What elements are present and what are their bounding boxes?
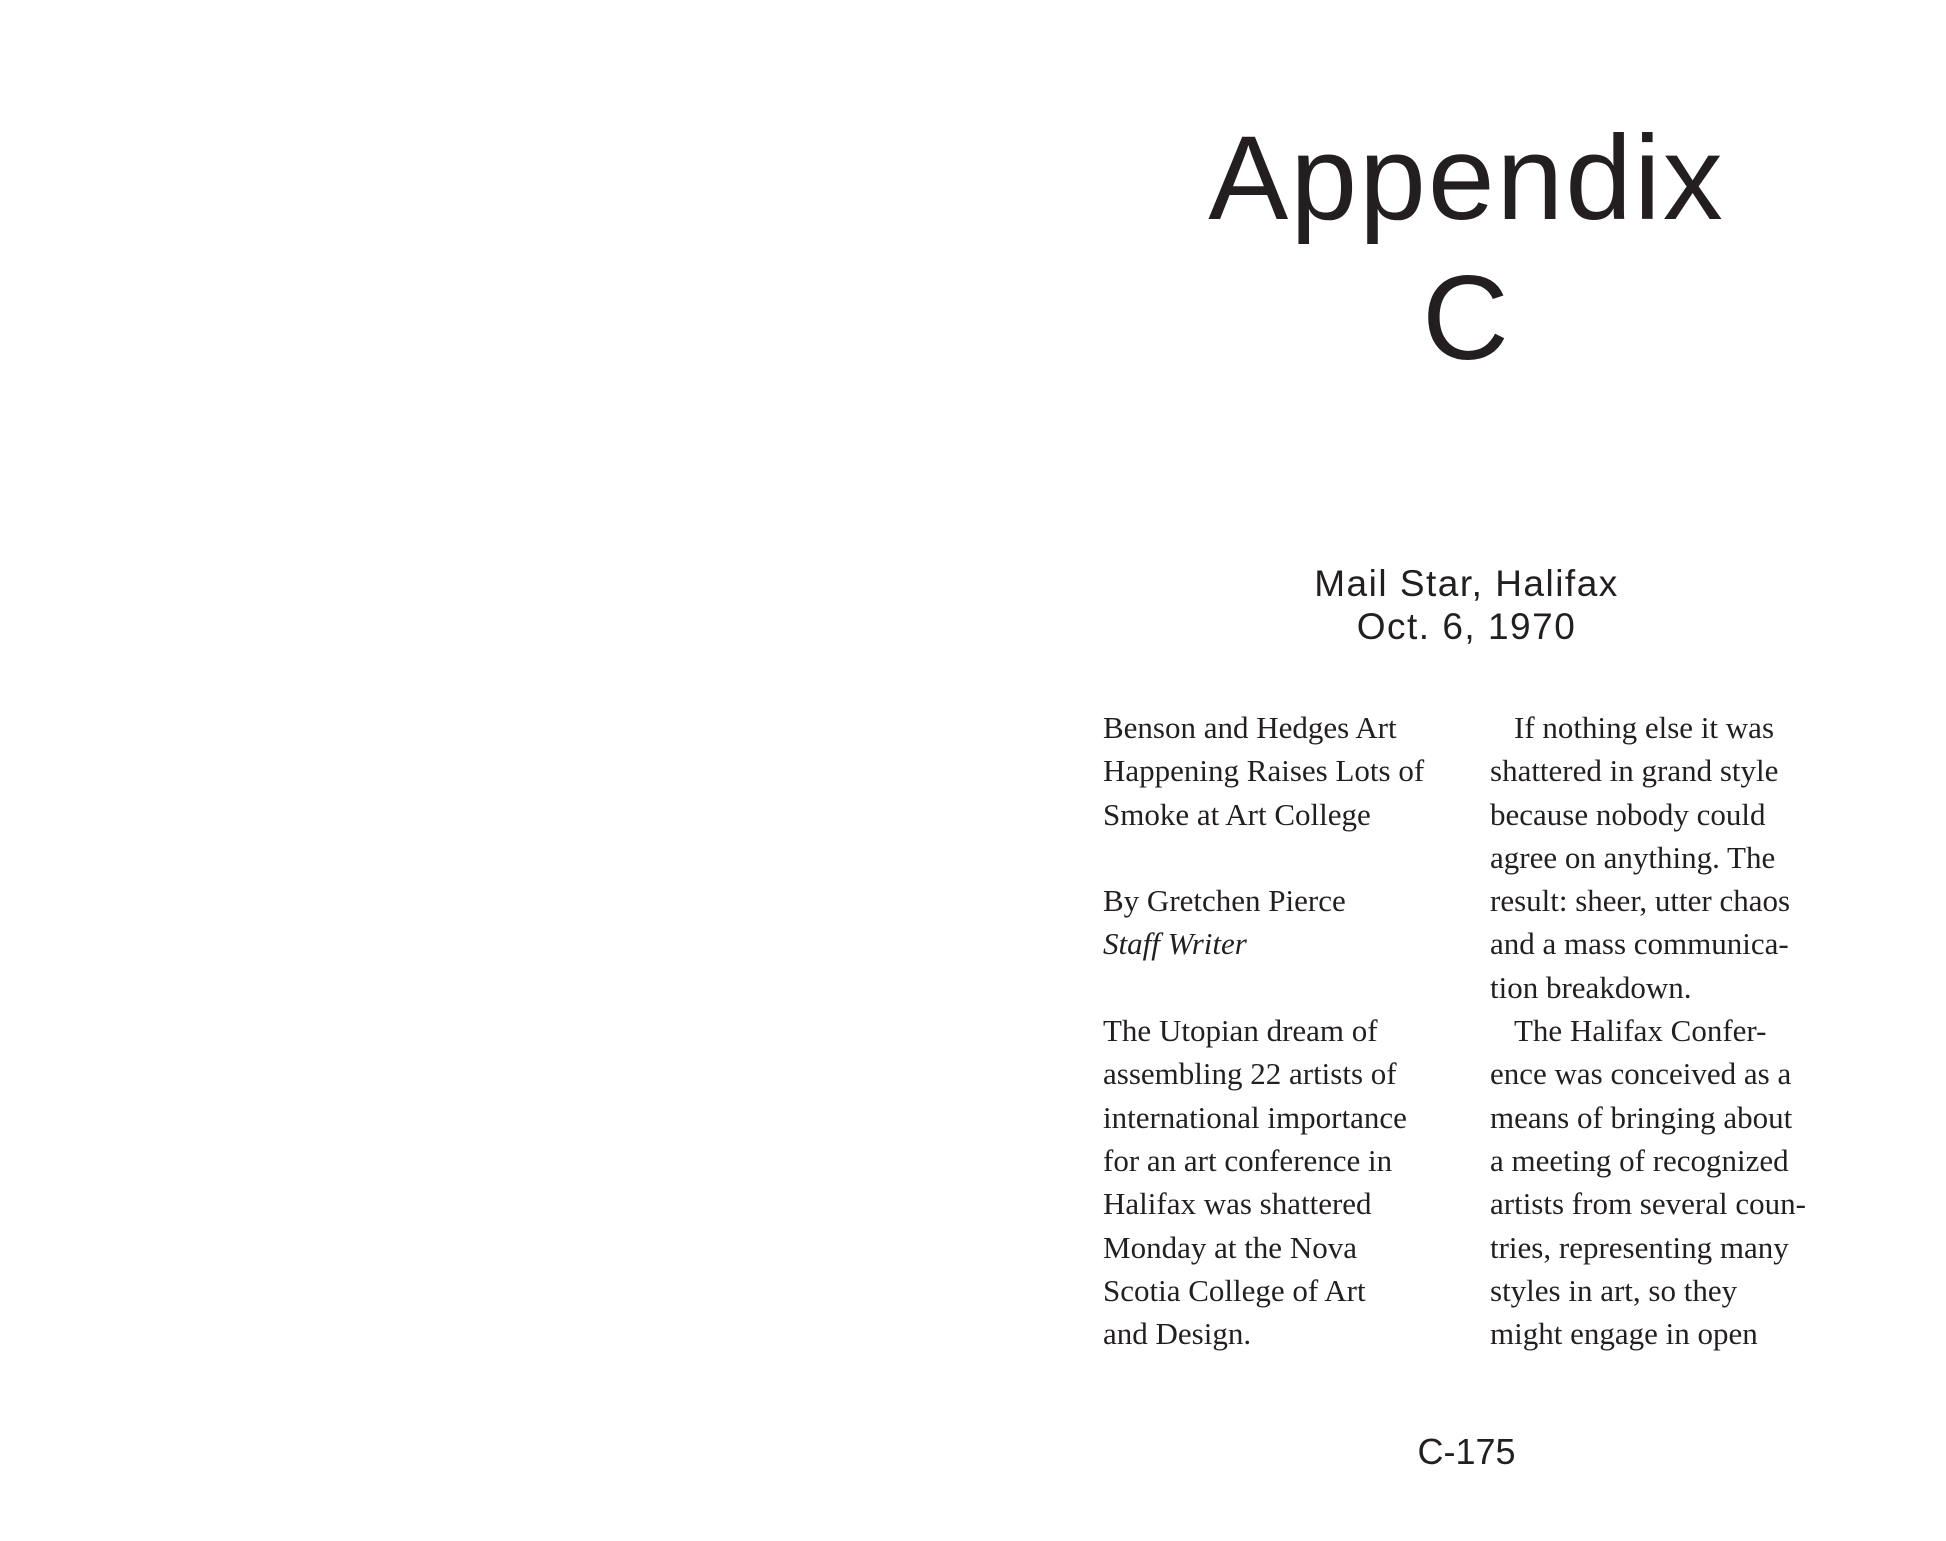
appendix-title-line-2: C bbox=[1422, 251, 1511, 385]
body-line: for an art conference in bbox=[1103, 1142, 1393, 1178]
body-line: result: sheer, utter chaos bbox=[1490, 883, 1791, 919]
body-line: artists from several coun- bbox=[1490, 1186, 1806, 1222]
headline-line: Happening Raises Lots of bbox=[1103, 753, 1425, 789]
body-line: styles in art, so they bbox=[1490, 1272, 1738, 1308]
body-line: means of bringing about bbox=[1490, 1099, 1793, 1135]
right-page bbox=[973, 0, 1946, 1541]
body-line: tion breakdown. bbox=[1490, 969, 1692, 1005]
appendix-title-line-1: Appendix bbox=[1208, 111, 1725, 245]
body-line: because nobody could bbox=[1490, 796, 1766, 832]
body-line: a meeting of recognized bbox=[1490, 1142, 1789, 1178]
byline-role-text: Staff Writer bbox=[1103, 926, 1247, 962]
byline: By Gretchen Pierce bbox=[1103, 883, 1346, 919]
publication-date: Oct. 6, 1970 bbox=[1356, 606, 1577, 647]
article-column-left bbox=[1103, 706, 1463, 1355]
paragraph-gap bbox=[1103, 836, 1463, 879]
body-line: If nothing else it was bbox=[1514, 710, 1775, 745]
body-line: ence was conceived as a bbox=[1490, 1056, 1792, 1092]
paragraph-gap bbox=[1103, 966, 1463, 1009]
article-source bbox=[973, 562, 1946, 648]
body-line: Halifax was shattered bbox=[1103, 1186, 1372, 1222]
page-number-text: C-175 bbox=[1417, 1431, 1516, 1472]
body-line: Monday at the Nova bbox=[1103, 1229, 1357, 1265]
body-line: The Halifax Confer- bbox=[1514, 1013, 1767, 1049]
publication-name: Mail Star, Halifax bbox=[1314, 563, 1619, 604]
body-line: Scotia College of Art bbox=[1103, 1272, 1366, 1308]
body-line: agree on anything. The bbox=[1490, 839, 1776, 875]
byline-role bbox=[1103, 922, 1463, 965]
headline-line: Benson and Hedges Art bbox=[1103, 710, 1397, 745]
appendix-title bbox=[973, 108, 1946, 388]
body-line: and a mass communica- bbox=[1490, 926, 1789, 962]
body-line: and Design. bbox=[1103, 1316, 1252, 1352]
article-column-right bbox=[1490, 706, 1850, 1355]
headline-line: Smoke at Art College bbox=[1103, 796, 1371, 832]
body-line: might engage in open bbox=[1490, 1316, 1758, 1352]
body-line: The Utopian dream of bbox=[1103, 1013, 1378, 1049]
page-number bbox=[973, 1432, 1946, 1472]
body-line: assembling 22 artists of bbox=[1103, 1056, 1397, 1092]
body-line: shattered in grand style bbox=[1490, 753, 1779, 789]
body-line: tries, representing many bbox=[1490, 1229, 1789, 1265]
body-line: international importance bbox=[1103, 1099, 1407, 1135]
